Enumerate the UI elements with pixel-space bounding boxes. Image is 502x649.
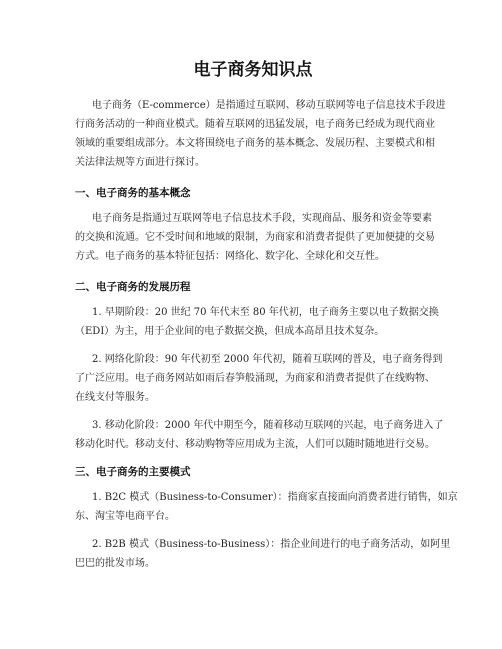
section-heading-basic-concept: 一、电子商务的基本概念 xyxy=(75,187,191,199)
document-title: 电子商务知识点 xyxy=(193,60,313,80)
list-paragraph xyxy=(75,303,439,341)
text-line: 东、淘宝等电商平台。 xyxy=(75,511,175,522)
text-line: 3. 移动化阶段：2000 年代中期至今，随着移动互联网的兴起，电子商务进入了 xyxy=(92,420,444,431)
text-line: 1. B2C 模式（Business-to-Consumer）：指商家直接面向消费者进行销售，如京 xyxy=(92,492,458,503)
list-paragraph xyxy=(75,350,443,407)
text-line: 了广泛应用。电子商务网站如雨后春笋般涌现，为商家和消费者提供了在线购物、 xyxy=(75,373,435,384)
text-line: 在线支付等服务。 xyxy=(75,392,155,403)
text-line: （EDI）为主，用于企业间的电子数据交换，但成本高昂且技术复杂。 xyxy=(75,326,385,337)
text-line: 领域的重要组成部分。本文将围绕电子商务的基本概念、发展历程、主要模式和相 xyxy=(75,138,435,149)
text-line: 行商务活动的一种商业模式。随着互联网的迅猛发展，电子商务已经成为现代商业 xyxy=(75,119,435,130)
intro-paragraph xyxy=(75,96,446,172)
text-line: 电子商务是指通过互联网等电子信息技术手段，实现商品、服务和资金等要素 xyxy=(92,213,432,224)
text-line: 的交换和流通。它不受时间和地域的限制，为商家和消费者提供了更加便捷的交易 xyxy=(75,232,435,243)
list-paragraph xyxy=(75,416,444,454)
text-line: 关法律法规等方面进行探讨。 xyxy=(75,157,205,168)
text-line: 1. 早期阶段：20 世纪 70 年代末至 80 年代初，电子商务主要以电子数据交换 xyxy=(92,307,439,318)
section-heading-history: 二、电子商务的发展历程 xyxy=(75,281,191,293)
text-line: 2. 网络化阶段：90 年代初至 2000 年代初，随着互联网的普及，电子商务得到 xyxy=(92,354,443,365)
text-line: 方式。电子商务的基本特征包括：网络化、数字化、全球化和交互性。 xyxy=(75,251,385,262)
text-line: 巴巴的批发市场。 xyxy=(75,558,155,569)
list-paragraph xyxy=(75,488,458,526)
text-line: 电子商务（E-commerce）是指通过互联网、移动互联网等电子信息技术手段进 xyxy=(92,100,446,111)
list-paragraph xyxy=(75,535,451,573)
section-heading-models: 三、电子商务的主要模式 xyxy=(75,466,191,478)
text-line: 2. B2B 模式（Business-to-Business）：指企业间进行的电子商务活动，如阿里 xyxy=(92,539,451,550)
section-paragraph xyxy=(75,209,435,266)
text-line: 移动化时代。移动支付、移动购物等应用成为主流，人们可以随时随地进行交易。 xyxy=(75,439,435,450)
